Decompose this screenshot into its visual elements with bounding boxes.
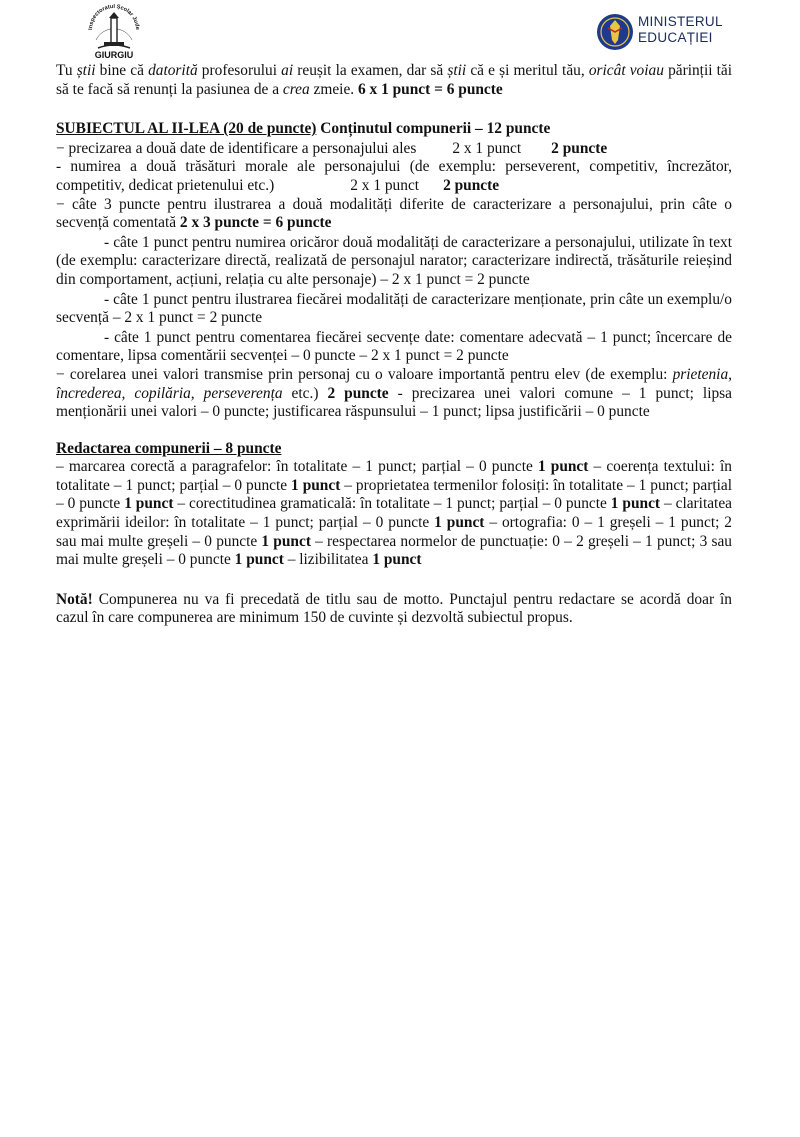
- sub-item-commentary: - câte 1 punct pentru comentarea fiecărei secvențe date: comentare adecvată – 1 punct; încercare de comentare, lipsa comentării secvenței – 0 puncte – 2 x 1 punct = 2 puncte: [56, 328, 732, 365]
- logo-caption: GIURGIU: [94, 50, 134, 60]
- sub-item-illustration: - câte 1 punct pentru ilustrarea fiecărei modalități de caracterizare menționate, prin câte un exemplu/o secvență – 2 x 1 punct = 2 puncte: [56, 290, 732, 327]
- redactare-heading: Redactarea compunerii – 8 puncte: [56, 439, 282, 457]
- logo-arc-text: [86, 0, 142, 30]
- page-header: [56, 0, 732, 62]
- subject-heading: SUBIECTUL AL II-LEA (20 de puncte) Conținutul compunerii – 12 puncte: [56, 120, 551, 138]
- intro-paragraph: Tu știi bine că datorită profesorului ai reușit la examen, dar să știi că e și meritul tău, oricât voiau părinții tăi să te facă să renunți la pasiunea de a crea zmeie. 6 x 1 punct = 6 puncte: [56, 62, 733, 98]
- document-page: [56, 0, 732, 628]
- logo-arc-caption: Inspectoratul Școlar Jude: [87, 3, 141, 30]
- item-identification: − precizarea a două date de identificare a personajului ales 2 x 1 punct 2 puncte: [56, 139, 608, 157]
- item-moral-traits: - numirea a două trăsături morale ale personajului (de exemplu: perseverent, competitiv, încrezător, competitiv, dedicat prietenului etc.) 2 x 1 punct 2 puncte: [56, 158, 732, 194]
- note-paragraph: Notă! Compunerea nu va fi precedată de titlu sau de motto. Punctajul pentru redactare se acordă doar în cazul în care compunerea are minimum 150 de cuvinte și dezvoltă subiectul propus.: [56, 590, 732, 627]
- coat-of-arms-icon: [596, 10, 634, 54]
- redactare-criteria: – marcarea corectă a paragrafelor: în totalitate – 1 punct; parțial – 0 puncte 1 punct – coerența textului: în totalitate – 1 punct; parțial – 0 puncte 1 punct – proprietatea termenilor folosiți: în totalitate – 1 punct; parțial – 0 puncte 1 punct – corectitudinea gramaticală: în totalitate – 1 punct; parțial – 0 puncte 1 punct – claritatea exprimării ideilor: în totalitate – 1 punct; parțial – 0 puncte 1 punct – ortografia: 0 – 1 greșeli – 1 punct; 2 sau mai multe greșeli – 0 puncte 1 punct – respectarea normelor de punctuație: 0 – 2 greșeli – 1 punct; 3 sau mai multe greșeli – 0 puncte 1 punct – lizibilitatea 1 punct: [56, 458, 732, 569]
- item-value-correlation: − corelarea unei valori transmise prin personaj cu o valoare importantă pentru elev (de exemplu: prietenia, încrederea, copilăria, perseverența etc.) 2 puncte - precizarea unei valori comune – 1 punct; lipsa menționării unei valori – 0 puncte; justificarea răspunsului – 1 punct; lipsa justificării – 0 puncte: [56, 365, 732, 421]
- svg-text:Inspectoratul Școlar Județean: [86, 0, 140, 30]
- ministry-logo: [596, 8, 746, 56]
- sub-item-naming: - câte 1 punct pentru numirea oricăror două modalități de caracterizare a personajului, utilizate în text (de exemplu: caracterizare directă, realizată de personajul narator; caracterizare indirectă, trăsăturile reieșind din comportament, acțiuni, relația cu alte personaje) – 2 x 1 punct = 2 puncte: [56, 233, 732, 288]
- item-characterization: − câte 3 puncte pentru ilustrarea a două modalități diferite de caracterizare a personajului, prin câte o secvență comentată 2 x 3 puncte = 6 puncte: [56, 195, 732, 232]
- ministry-name: MINISTERUL EDUCAȚIEI: [638, 14, 723, 45]
